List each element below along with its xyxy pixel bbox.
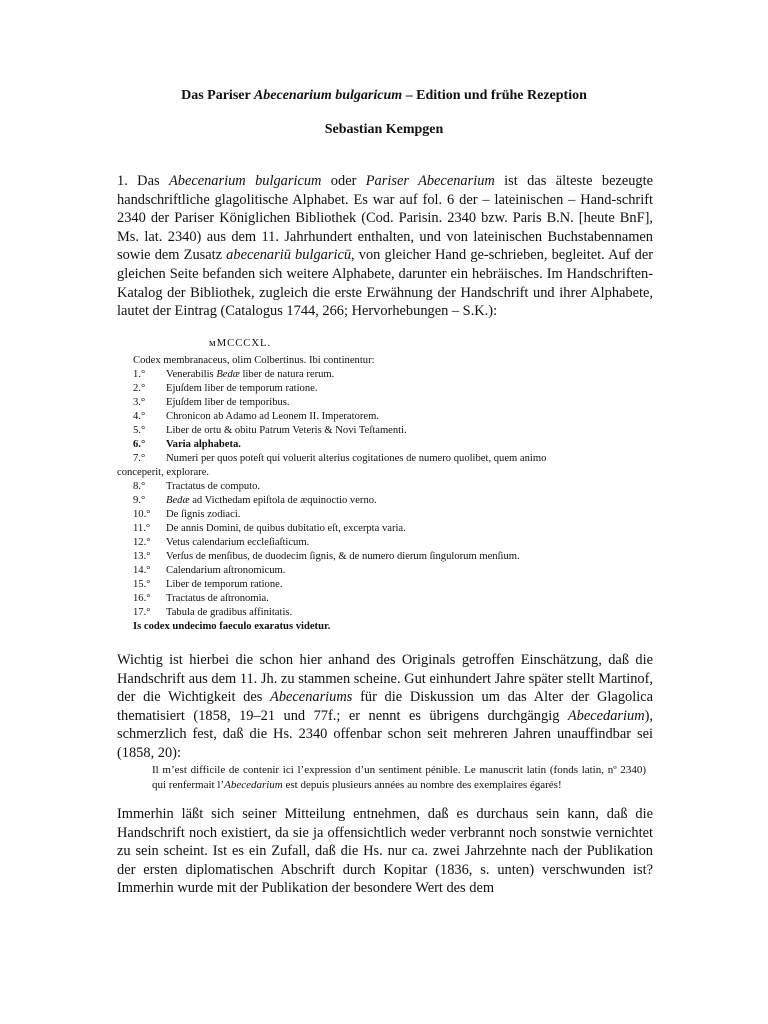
catalog-item: 10.° De ſignis zodiaci. [133,509,241,520]
catalog-item: 16.° Tractatus de aſtronomia. [133,593,269,604]
paragraph-2: Wichtig ist hierbei die schon hier anhand des Originals getroffen Einschätzung, daß die Handschrift aus dem 11. Jh. zu stammen scheine. Gut einhundert Jahre später stellt Martinof, der die Wichtigkeit des Abecenariums für die Diskussion um das Alter der Glagolica thematisiert (1858, 19–21 und 77f.; er nennt es übrigens durchgängig Abecedarium), schmerzlich fest, daß die Hs. 2340 offenbar schon seit mehreren Jahren unauffindbar sei (1858, 20): [117,652,653,761]
paragraph-3: Immerhin läßt sich seiner Mitteilung entnehmen, daß es durchaus sein kann, daß die Handschrift noch existiert, da sie ja offensichtlich weder verbrannt noch sonstwie vernichtet zu sein scheint. Ist es ein Zufall, daß die Hs. nur ca. zwei Jahrzehnte nach der Publikation der ersten diplomatischen Abschrift durch Kopitar (1836, s. unten) verschwunden ist? Immerhin wurde mit der Publikation der besondere Wert des dem [117,806,653,897]
title-italic: Abecenarium bulgaricum [253,88,403,103]
catalog-item: 9.° Bedæ ad Victhedam epiſtola de æquinoctio verno. [133,495,377,506]
catalog-item: 2.° Ejuſdem liber de temporum ratione. [133,383,318,394]
catalog-final-note: Is codex undecimo faeculo exaratus videtur. [133,621,331,632]
catalog-item: 5.° Liber de ortu & obitu Patrum Veteris & Novi Teſtamenti. [133,425,407,436]
block-quote: Il m’est difficile de contenir ici l’expression d’un sentiment pénible. Le manuscrit latin (fonds latin, nº 2340) qui renfermait l’Abecedarium est depuis plusieurs années au nombre des exemplaires égarés! [152,764,646,791]
catalog-item: 15.° Liber de temporum ratione. [133,579,283,590]
catalog-entry [117,337,653,634]
paragraph-1: 1. Das Abecenarium bulgaricum oder Pariser Abecenarium ist das älteste bezeugte handschriftliche glagolitische Alphabet. Es war auf fol. 6 der – lateinischen – Hand-schrift 2340 der Pariser Königlichen Bibliothek (Cod. Parisin. 2340 bzw. Paris B.N. [heute BnF], Ms. lat. 2340) aus dem 11. Jahrhundert enthalten, und von lateinischen Buchstabennamen sowie dem Zusatz abecenariū bulgaricū, von gleicher Hand ge-schrieben, begleitet. Auf der gleichen Seite befanden sich weitere Alphabete, darunter ein hebräisches. Im Handschriften-Katalog der Bibliothek, zugleich die erste Erwähnung der Handschrift und ihrer Alphabete, lautet der Eintrag (Catalogus 1744, 266; Hervorhebungen – S.K.): [117,173,654,320]
author-name: Sebastian Kempgen [324,122,444,137]
paper-title [0,88,768,104]
catalog-item: 8.° Tractatus de computo. [133,481,261,492]
title-text-end: – Edition und frühe Rezeption [402,88,587,103]
title-text: Das Pariser [181,88,254,103]
catalog-number: ᴍMCCCXL. [209,338,272,349]
catalog-item: 12.° Vetus calendarium eccleſiaſticum. [133,537,310,548]
catalog-item: 3.° Ejuſdem liber de temporibus. [133,397,290,408]
catalog-intro: Codex membranaceus, olim Colbertinus. Ibi continentur: [133,355,375,366]
catalog-item: 14.° Calendarium aſtronomicum. [133,565,286,576]
catalog-item: 1.° Venerabilis Bedæ liber de natura rerum. [133,369,335,380]
catalog-item-highlighted: 6.° Varia alphabeta. [133,439,241,450]
catalog-item: 7.° Numeri per quos poteſt qui voluerit alterius cogitationes de numero quolibet, quem animo [133,453,547,464]
catalog-item: 13.° Verſus de menſibus, de duodecim ſignis, & de numero dierum ſingulorum menſium. [133,551,520,562]
catalog-item-continuation: conceperit, explorare. [117,467,210,478]
catalog-item: 4.° Chronicon ab Adamo ad Leonem II. Imperatorem. [133,411,379,422]
catalog-item: 17.° Tabula de gradibus affinitatis. [133,607,293,618]
catalog-item: 11.° De annis Domini, de quibus dubitatio eſt, excerpta varia. [133,523,406,534]
